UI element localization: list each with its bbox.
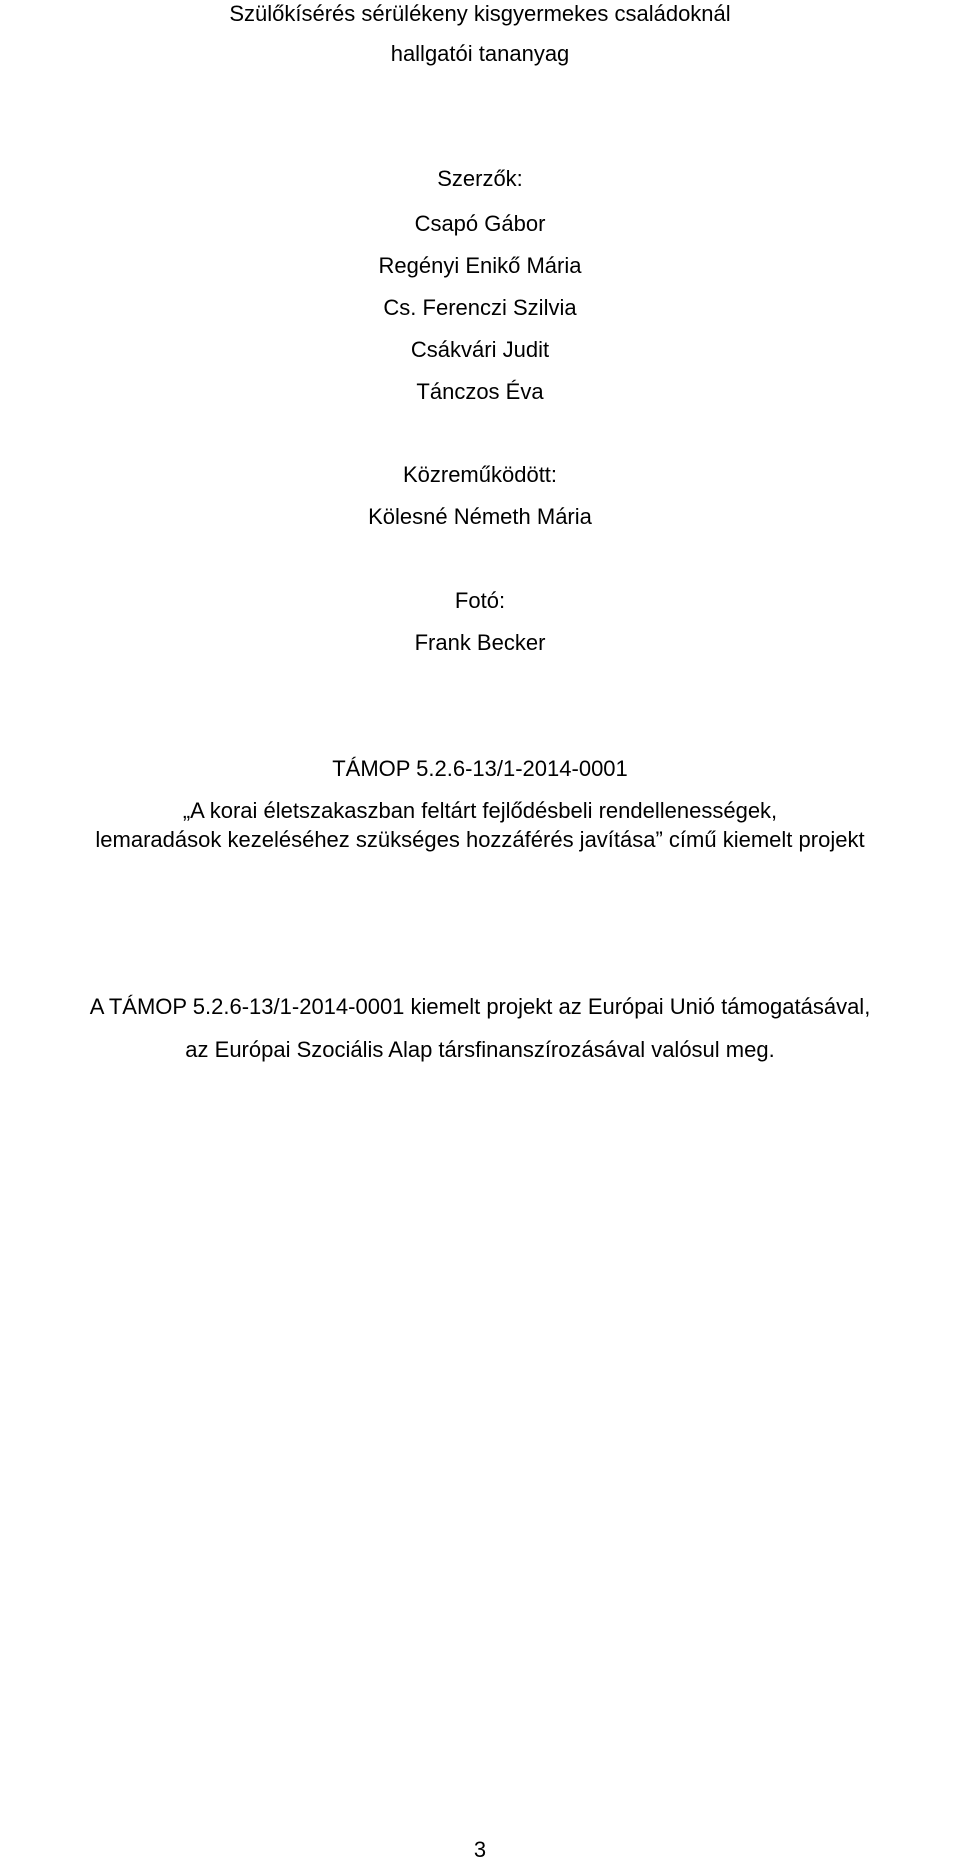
document-subtitle: hallgatói tananyag — [390, 41, 570, 66]
contributor-name: Kölesné Németh Mária — [368, 504, 592, 529]
project-description: lemaradások kezeléséhez szükséges hozzáférés javítása” című kiemelt projekt — [95, 827, 865, 852]
author-name: Csapó Gábor — [414, 211, 546, 236]
photo-heading: Fotó: — [454, 588, 506, 613]
project-description: „A korai életszakaszban feltárt fejlődésbeli rendellenességek, — [182, 798, 778, 823]
funding-statement: A TÁMOP 5.2.6-13/1-2014-0001 kiemelt projekt az Európai Unió támogatásával, — [89, 994, 871, 1019]
authors-heading: Szerzők: — [437, 166, 523, 191]
author-name: Csákvári Judit — [410, 337, 550, 362]
document-title: Szülőkísérés sérülékeny kisgyermekes családoknál — [229, 1, 731, 26]
author-name: Tánczos Éva — [416, 379, 544, 404]
author-name: Cs. Ferenczi Szilvia — [383, 295, 577, 320]
funding-statement: az Európai Szociális Alap társfinanszírozásával valósul meg. — [185, 1037, 775, 1062]
author-name: Regényi Enikő Mária — [378, 253, 582, 278]
contributor-heading: Közreműködött: — [402, 462, 558, 487]
page-number: 3 — [473, 1837, 487, 1862]
project-code: TÁMOP 5.2.6-13/1-2014-0001 — [332, 756, 628, 781]
photo-credit-name: Frank Becker — [414, 630, 546, 655]
